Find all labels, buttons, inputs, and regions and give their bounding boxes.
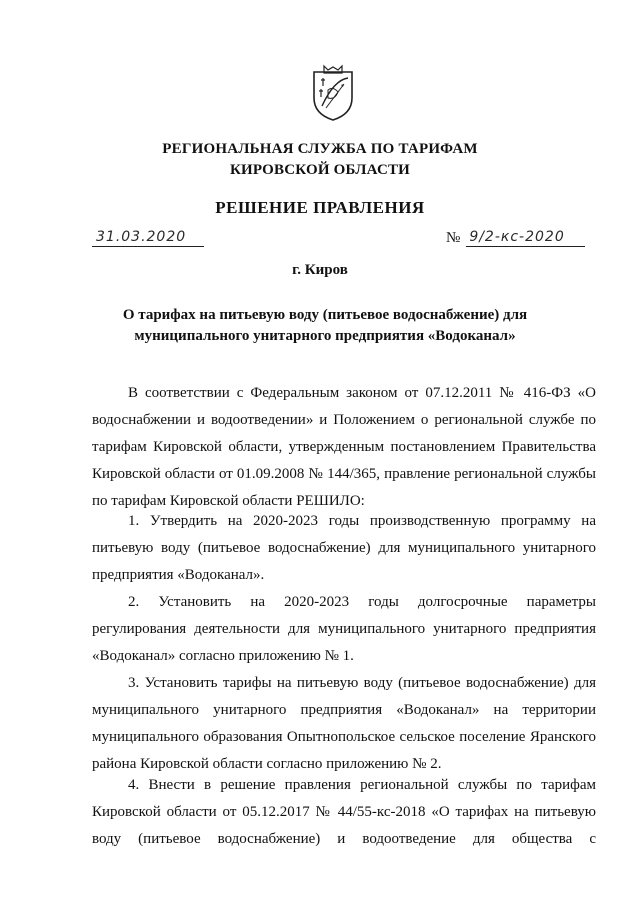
decision-number-block xyxy=(446,228,585,247)
number-label: № xyxy=(446,230,461,246)
kirov-coat-of-arms-icon xyxy=(308,64,358,122)
organization-name-line2: КИРОВСКОЙ ОБЛАСТИ xyxy=(229,162,411,178)
decision-date: 31.03.2020 xyxy=(92,228,204,247)
clause-4: 4. Внести в решение правления региональной службы по тарифам Кировской области от 05.12.2017 № 44/55-кс-2018 «О тарифах на питьевую воду (питьевое водоснабжение) и водоотведение для общества с xyxy=(92,777,596,847)
clause-1: 1. Утвердить на 2020-2023 годы производственную программу на питьевую воду (питьевое водоснабжение) для муниципального унитарного предприятия «Водоканал». xyxy=(92,513,596,583)
preamble-paragraph: В соответствии с Федеральным законом от 07.12.2011 № 416-ФЗ «О водоснабжении и водоотведении» и Положением о региональной службе по тарифам Кировской области, утвержденным постановлением Правительства Кировской области от 01.09.2008 № 144/365, правление региональной службы по тарифам Кировской области РЕШИЛО: xyxy=(92,385,596,509)
organization-name-line1: РЕГИОНАЛЬНАЯ СЛУЖБА ПО ТАРИФАМ xyxy=(162,141,478,157)
clause-2: 2. Установить на 2020-2023 годы долгосрочные параметры регулирования деятельности для муниципального унитарного предприятия «Водоканал» согласно приложению № 1. xyxy=(92,594,596,664)
city-line: г. Киров xyxy=(292,262,348,278)
subject-line2: муниципального унитарного предприятия «Водоканал» xyxy=(134,328,516,344)
decision-number: 9/2-кс-2020 xyxy=(466,228,585,247)
document-title: РЕШЕНИЕ ПРАВЛЕНИЯ xyxy=(215,198,425,217)
decision-subject xyxy=(90,305,560,347)
subject-line1: О тарифах на питьевую воду (питьевое водоснабжение) для xyxy=(122,307,528,323)
clause-3: 3. Установить тарифы на питьевую воду (питьевое водоснабжение) для муниципального унитарного предприятия «Водоканал» на территории муниципального образования Опытнопольское сельское поселение Яранского района Кировской области согласно приложению № 2. xyxy=(92,675,596,772)
